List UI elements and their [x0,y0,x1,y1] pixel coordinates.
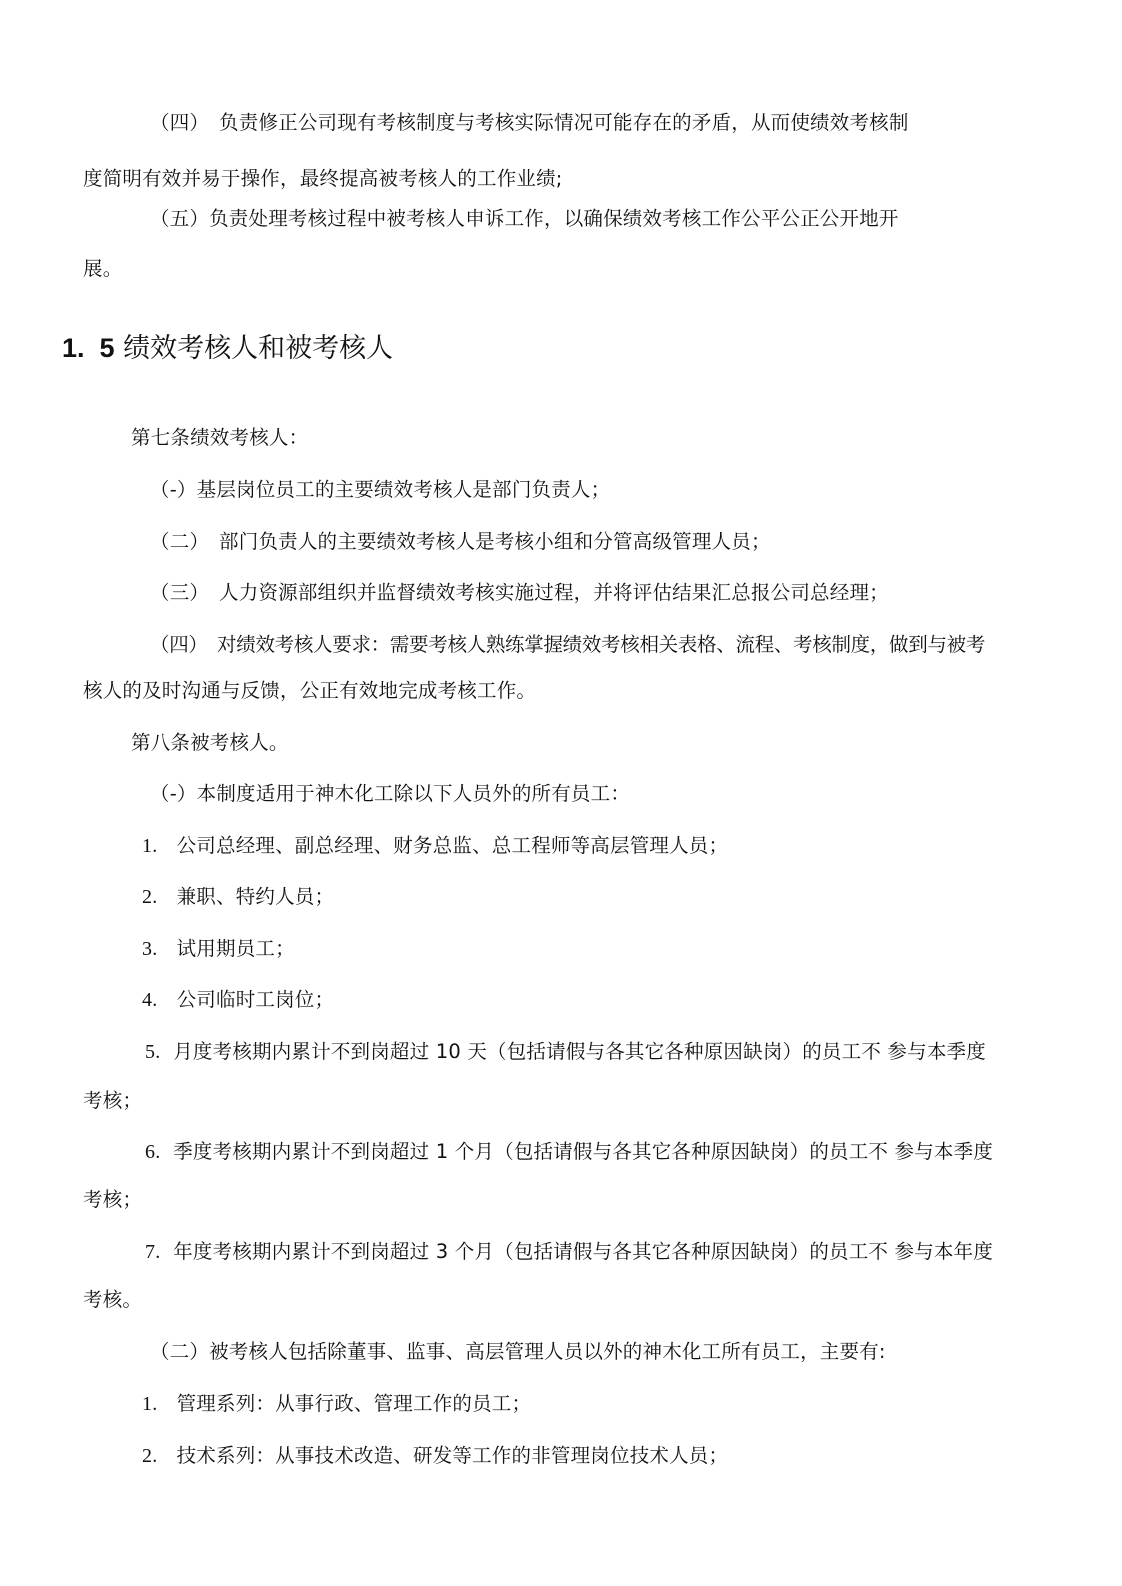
article-7-item-4-continuation: 核人的及时沟通与反馈，公正有效地完成考核工作。 [83,679,537,702]
paragraph-5-line-2: 展。 [83,257,123,280]
article-8-title: 第八条被考核人。 [131,731,289,754]
section-heading [62,331,393,366]
exclusion-item-6: 6. 季度考核期内累计不到岗超过 1 个月（包括请假与各其它各种原因缺岗）的员工不 参与本季度 [145,1140,994,1163]
article-7-item-1: （-）基层岗位员工的主要绩效考核人是部门负责人； [150,478,611,501]
article-8-sub-1: （-）本制度适用于神木化工除以下人员外的所有员工： [150,782,631,805]
paragraph-4-line-2: 度简明有效并易于操作，最终提高被考核人的工作业绩; [83,167,563,190]
exclusion-item-3: 3. 试用期员工； [142,937,295,960]
section-number: 1. 5 [62,333,115,363]
article-7-item-3: （三） 人力资源部组织并监督绩效考核实施过程，并将评估结果汇总报公司总经理； [150,581,889,604]
exclusion-item-2: 2. 兼职、特约人员； [142,885,335,908]
article-7-item-4: （四） 对绩效考核人要求：需要考核人熟练掌握绩效考核相关表格、流程、考核制度，做到与被考 [150,633,986,656]
exclusion-item-6-continuation: 考核； [83,1188,143,1211]
paragraph-5-line-1: （五）负责处理考核过程中被考核人申诉工作，以确保绩效考核工作公平公正公开地开 [150,207,899,230]
section-title: 绩效考核人和被考核人 [123,333,394,364]
article-8-sub-2: （二）被考核人包括除董事、监事、高层管理人员以外的神木化工所有员工，主要有: [150,1340,886,1363]
exclusion-item-4: 4. 公司临时工岗位； [142,988,335,1011]
category-item-2: 2. 技术系列：从事技术改造、研发等工作的非管理岗位技术人员； [142,1444,729,1467]
exclusion-item-5-continuation: 考核； [83,1089,143,1112]
exclusion-item-1: 1. 公司总经理、副总经理、财务总监、总工程师等高层管理人员； [142,834,729,857]
article-7-title: 第七条绩效考核人： [131,426,309,449]
exclusion-item-5: 5. 月度考核期内累计不到岗超过 10 天（包括请假与各其它各种原因缺岗）的员工不 参与本季度 [145,1040,986,1063]
exclusion-item-7-continuation: 考核。 [83,1288,143,1311]
exclusion-item-7: 7. 年度考核期内累计不到岗超过 3 个月（包括请假与各其它各种原因缺岗）的员工不 参与本年度 [145,1240,994,1263]
category-item-1: 1. 管理系列：从事行政、管理工作的员工； [142,1392,532,1415]
article-7-item-2: （二） 部门负责人的主要绩效考核人是考核小组和分管高级管理人员； [150,530,771,553]
paragraph-4-line-1: （四） 负责修正公司现有考核制度与考核实际情况可能存在的矛盾，从而使绩效考核制 [150,111,909,134]
